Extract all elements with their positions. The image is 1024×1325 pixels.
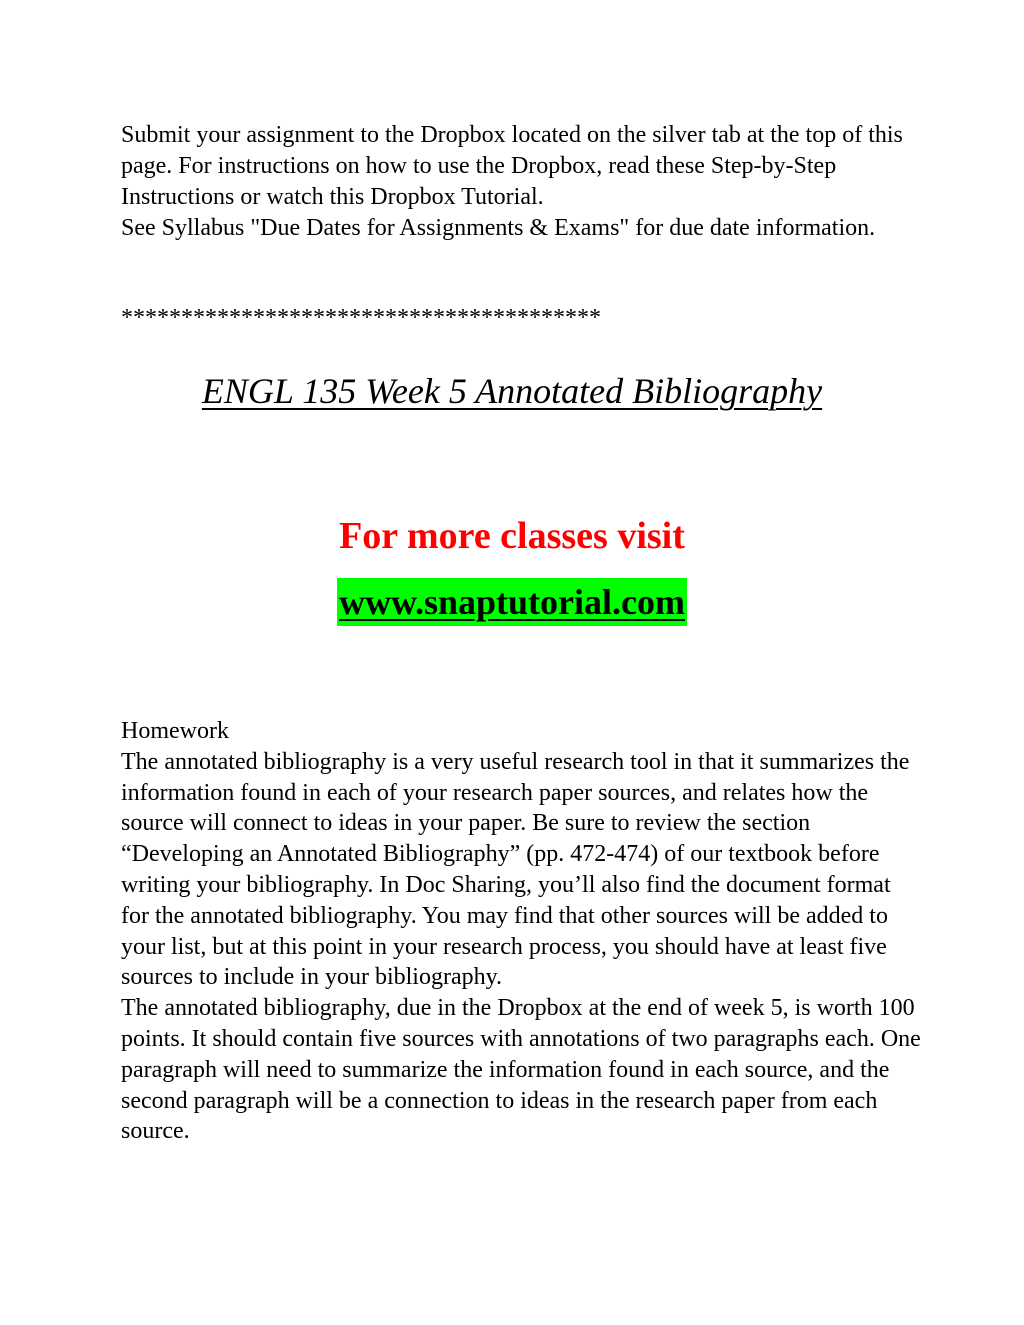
promo-link-container bbox=[0, 578, 1024, 626]
homework-paragraph-2: The annotated bibliography, due in the Dropbox at the end of week 5, is worth 100 points. It should contain five sources with annotations of two paragraphs each. One paragraph will need to summarize the information found in each source, and the second paragraph will be a connection to ideas in the research paper from each source. bbox=[121, 995, 921, 1145]
homework-section bbox=[121, 716, 921, 1147]
homework-heading: Homework bbox=[121, 718, 229, 744]
intro-instructions bbox=[121, 120, 911, 244]
promo-website-link[interactable]: www.snaptutorial.com bbox=[337, 578, 687, 626]
intro-dropbox-text: Submit your assignment to the Dropbox located on the silver tab at the top of this page. For instructions on how to use the Dropbox, read these Step-by-Step Instructions or watch this Dropbox Tutorial. bbox=[121, 122, 903, 210]
promo-heading: For more classes visit bbox=[339, 515, 685, 557]
asterisk-separator: **************************************** bbox=[121, 305, 601, 331]
intro-syllabus-text: See Syllabus "Due Dates for Assignments & Exams" for due date information. bbox=[121, 215, 876, 241]
page-title: ENGL 135 Week 5 Annotated Bibliography bbox=[201, 371, 823, 411]
homework-paragraph-1: The annotated bibliography is a very useful research tool in that it summarizes the information found in each of your research paper sources, and relates how the source will connect to ideas in your paper. Be sure to review the section “Developing an Annotated Bibliography” (pp. 472-474) of our textbook before writing your bibliography. In Doc Sharing, you’ll also find the document format for the annotated bibliography. You may find that other sources will be added to your list, but at this point in your research process, you should have at least five sources to include in your bibliography. bbox=[121, 748, 910, 991]
